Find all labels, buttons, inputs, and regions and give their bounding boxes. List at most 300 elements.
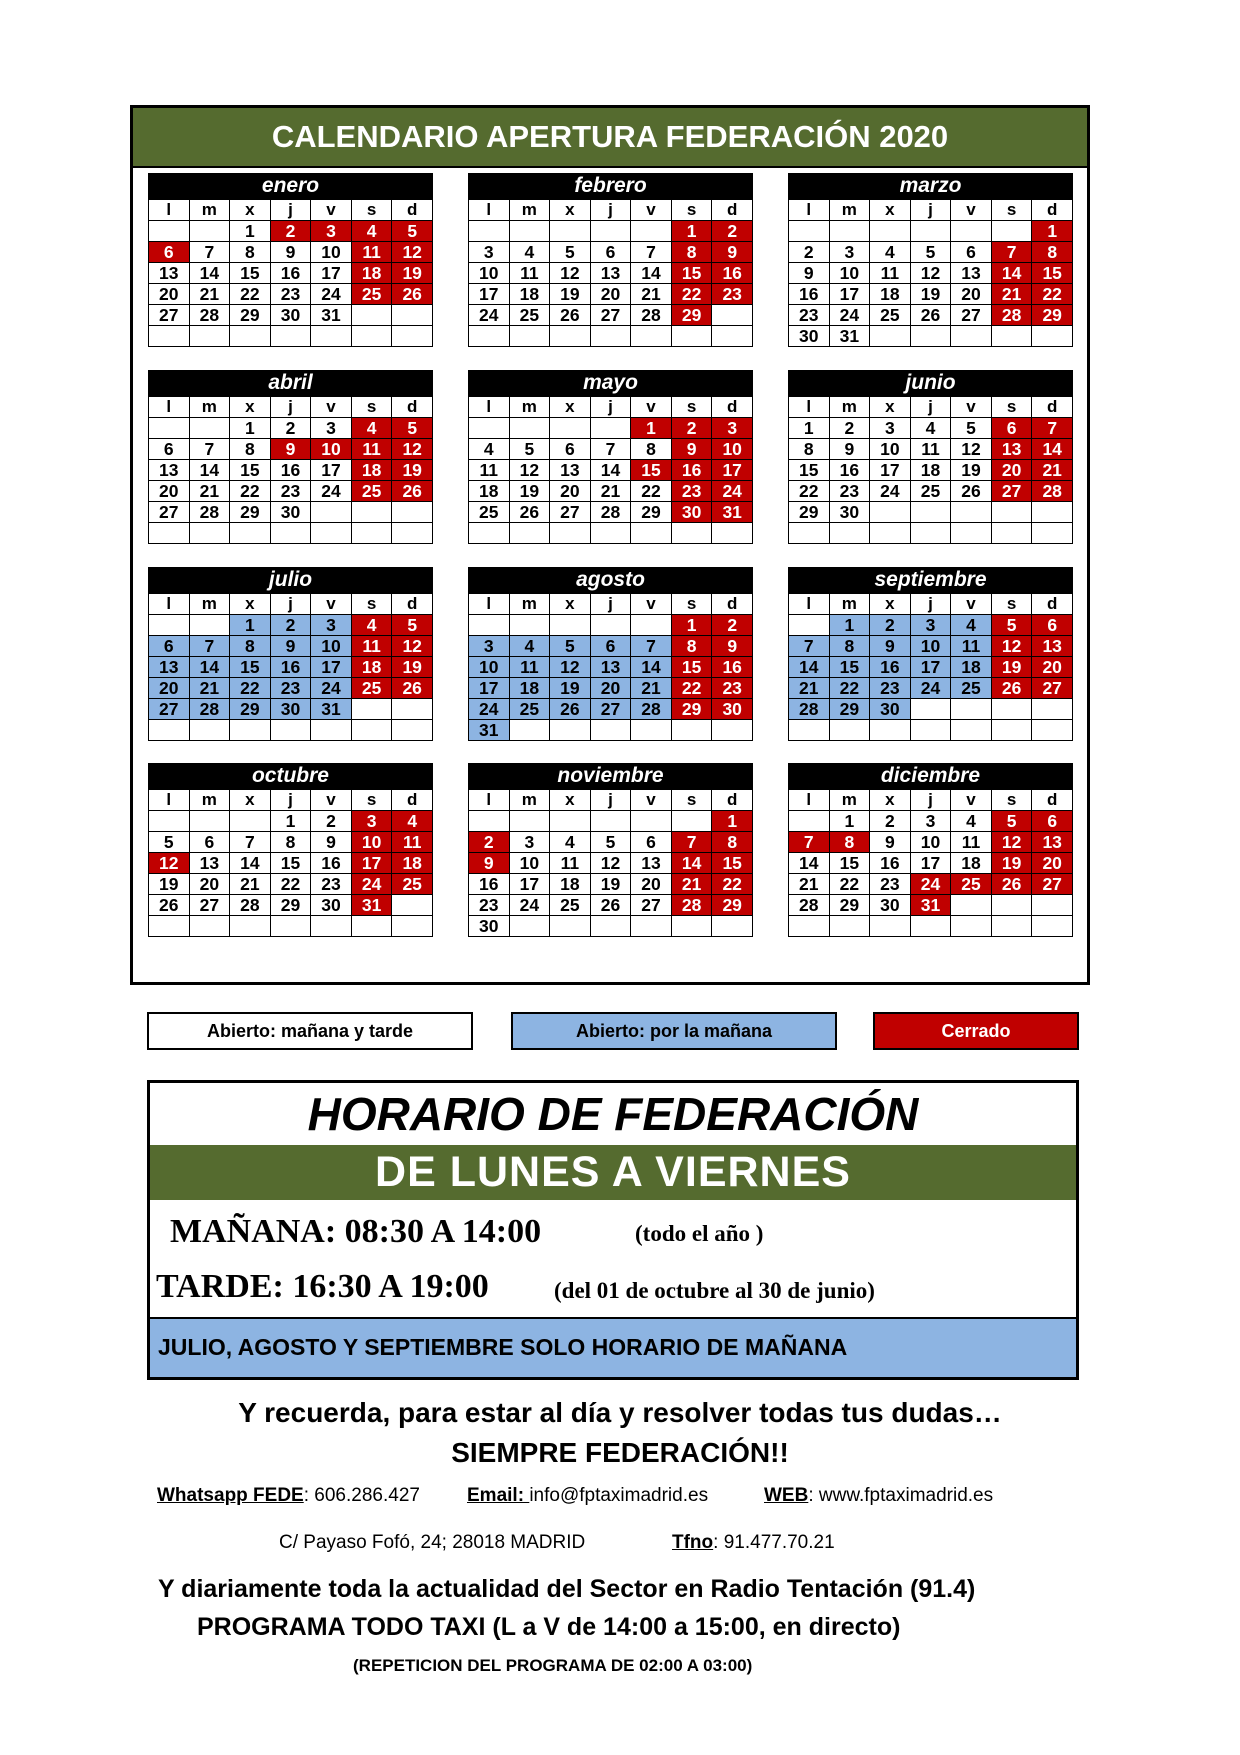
day-cell: 11 — [951, 636, 992, 657]
day-cell: 4 — [951, 811, 992, 832]
empty-cell — [991, 916, 1032, 937]
weekday-header: s — [991, 397, 1032, 418]
empty-cell — [631, 615, 672, 636]
day-cell: 22 — [789, 481, 830, 502]
day-cell: 30 — [270, 502, 311, 523]
day-cell: 27 — [189, 895, 230, 916]
day-cell: 28 — [789, 895, 830, 916]
day-cell: 14 — [189, 263, 230, 284]
empty-cell — [1032, 916, 1073, 937]
day-cell: 15 — [230, 460, 271, 481]
empty-cell — [870, 221, 911, 242]
empty-cell — [550, 720, 591, 741]
day-cell: 9 — [712, 242, 753, 263]
day-cell: 30 — [671, 502, 712, 523]
empty-cell — [870, 523, 911, 544]
empty-cell — [829, 720, 870, 741]
month-grid — [788, 396, 1073, 544]
month-julio — [148, 567, 433, 741]
empty-cell — [469, 221, 510, 242]
weekday-header: x — [550, 200, 591, 221]
legend-closed-label: Cerrado — [941, 1021, 1011, 1041]
day-cell: 1 — [829, 811, 870, 832]
day-cell: 5 — [550, 636, 591, 657]
empty-cell — [829, 916, 870, 937]
day-cell: 13 — [991, 439, 1032, 460]
weekday-header: m — [189, 594, 230, 615]
day-cell: 9 — [789, 263, 830, 284]
day-cell: 26 — [392, 678, 433, 699]
day-cell: 18 — [509, 678, 550, 699]
horario-title: HORARIO DE FEDERACIÓN — [307, 1088, 919, 1140]
empty-cell — [509, 811, 550, 832]
day-cell: 6 — [631, 832, 672, 853]
day-cell: 21 — [189, 678, 230, 699]
day-cell: 11 — [910, 439, 951, 460]
day-cell: 26 — [149, 895, 190, 916]
day-cell: 10 — [311, 242, 352, 263]
day-cell: 25 — [509, 305, 550, 326]
calendar-frame — [130, 105, 1090, 985]
day-cell: 26 — [509, 502, 550, 523]
day-cell: 23 — [671, 481, 712, 502]
day-cell: 14 — [590, 460, 631, 481]
day-cell: 21 — [671, 874, 712, 895]
email-label: Email: — [467, 1485, 530, 1506]
empty-cell — [351, 523, 392, 544]
day-cell: 24 — [910, 874, 951, 895]
empty-cell — [671, 916, 712, 937]
phone-contact — [672, 1532, 835, 1554]
day-cell: 19 — [149, 874, 190, 895]
email-value[interactable]: info@fptaximadrid.es — [529, 1485, 709, 1506]
month-name: octubre — [148, 763, 433, 789]
weekday-header: x — [230, 790, 271, 811]
weekday-header: l — [789, 790, 830, 811]
month-mayo — [468, 370, 753, 544]
day-cell: 17 — [351, 853, 392, 874]
day-cell: 3 — [712, 418, 753, 439]
web-value[interactable]: : www.fptaximadrid.es — [808, 1485, 994, 1506]
weekday-header: l — [149, 790, 190, 811]
day-cell: 7 — [991, 242, 1032, 263]
empty-cell — [270, 326, 311, 347]
day-cell: 3 — [311, 615, 352, 636]
empty-cell — [789, 916, 830, 937]
month-noviembre — [468, 763, 753, 937]
day-cell: 21 — [230, 874, 271, 895]
day-cell: 29 — [829, 895, 870, 916]
empty-cell — [789, 523, 830, 544]
day-cell: 20 — [951, 284, 992, 305]
weekday-header: x — [870, 397, 911, 418]
weekday-header: j — [590, 397, 631, 418]
day-cell: 19 — [392, 460, 433, 481]
weekday-header: v — [951, 594, 992, 615]
day-cell: 26 — [991, 874, 1032, 895]
weekday-header: v — [951, 397, 992, 418]
day-cell: 11 — [469, 460, 510, 481]
day-cell: 5 — [392, 615, 433, 636]
month-grid — [788, 789, 1073, 937]
day-cell: 1 — [712, 811, 753, 832]
weekday-header: d — [392, 594, 433, 615]
radio-repeat: (REPETICION DEL PROGRAMA DE 02:00 A 03:00) — [353, 1656, 753, 1675]
empty-cell — [712, 916, 753, 937]
month-name: agosto — [468, 567, 753, 593]
day-cell: 4 — [951, 615, 992, 636]
day-cell: 18 — [951, 657, 992, 678]
day-cell: 14 — [631, 657, 672, 678]
empty-cell — [509, 615, 550, 636]
day-cell: 14 — [991, 263, 1032, 284]
day-cell: 13 — [149, 460, 190, 481]
day-cell: 16 — [712, 263, 753, 284]
weekday-header: v — [311, 200, 352, 221]
legend-morning — [511, 1012, 837, 1050]
weekday-header: v — [951, 790, 992, 811]
weekday-header: s — [351, 790, 392, 811]
weekday-header: m — [829, 397, 870, 418]
weekday-header: j — [270, 200, 311, 221]
day-cell: 16 — [789, 284, 830, 305]
day-cell: 26 — [991, 678, 1032, 699]
empty-cell — [469, 523, 510, 544]
empty-cell — [550, 916, 591, 937]
day-cell: 18 — [392, 853, 433, 874]
day-cell: 22 — [1032, 284, 1073, 305]
empty-cell — [991, 326, 1032, 347]
weekday-header: v — [951, 200, 992, 221]
weekday-header: d — [1032, 200, 1073, 221]
month-grid — [468, 789, 753, 937]
day-cell: 21 — [789, 874, 830, 895]
whatsapp-value: : 606.286.427 — [303, 1485, 420, 1506]
day-cell: 2 — [671, 418, 712, 439]
weekday-header: m — [189, 790, 230, 811]
day-cell: 19 — [392, 263, 433, 284]
day-cell: 28 — [789, 699, 830, 720]
day-cell: 5 — [991, 615, 1032, 636]
day-cell: 5 — [590, 832, 631, 853]
day-cell: 15 — [829, 853, 870, 874]
day-cell: 17 — [910, 657, 951, 678]
day-cell: 28 — [1032, 481, 1073, 502]
day-cell: 16 — [270, 657, 311, 678]
day-cell: 4 — [910, 418, 951, 439]
day-cell: 1 — [230, 221, 271, 242]
manana-note: (todo el año ) — [635, 1221, 764, 1246]
empty-cell — [951, 916, 992, 937]
day-cell: 21 — [1032, 460, 1073, 481]
weekday-header: d — [1032, 397, 1073, 418]
weekday-header: s — [351, 200, 392, 221]
day-cell: 29 — [230, 699, 271, 720]
empty-cell — [509, 523, 550, 544]
empty-cell — [270, 720, 311, 741]
day-cell: 10 — [469, 657, 510, 678]
weekday-header: d — [392, 200, 433, 221]
day-cell: 21 — [789, 678, 830, 699]
day-cell: 31 — [311, 305, 352, 326]
empty-cell — [351, 305, 392, 326]
weekday-header: m — [189, 397, 230, 418]
empty-cell — [991, 895, 1032, 916]
day-cell: 6 — [1032, 811, 1073, 832]
empty-cell — [149, 615, 190, 636]
weekday-header: j — [270, 790, 311, 811]
month-grid — [788, 199, 1073, 347]
day-cell: 14 — [1032, 439, 1073, 460]
day-cell: 17 — [910, 853, 951, 874]
slogan-line2: SIEMPRE FEDERACIÓN!! — [451, 1437, 789, 1468]
month-name: marzo — [788, 173, 1073, 199]
empty-cell — [392, 326, 433, 347]
day-cell: 6 — [951, 242, 992, 263]
day-cell: 9 — [829, 439, 870, 460]
day-cell: 21 — [631, 284, 672, 305]
weekday-header: m — [509, 790, 550, 811]
empty-cell — [590, 221, 631, 242]
day-cell: 6 — [550, 439, 591, 460]
day-cell: 5 — [149, 832, 190, 853]
empty-cell — [550, 418, 591, 439]
day-cell: 30 — [712, 699, 753, 720]
month-grid — [148, 199, 433, 347]
empty-cell — [149, 916, 190, 937]
month-grid — [468, 199, 753, 347]
empty-cell — [509, 326, 550, 347]
day-cell: 8 — [712, 832, 753, 853]
empty-cell — [590, 326, 631, 347]
day-cell: 11 — [951, 832, 992, 853]
day-cell: 20 — [1032, 853, 1073, 874]
day-cell: 15 — [671, 263, 712, 284]
weekday-header: l — [469, 790, 510, 811]
day-cell: 29 — [631, 502, 672, 523]
weekday-header: v — [311, 397, 352, 418]
day-cell: 22 — [829, 678, 870, 699]
empty-cell — [671, 523, 712, 544]
day-cell: 12 — [951, 439, 992, 460]
day-cell: 16 — [870, 853, 911, 874]
day-cell: 1 — [270, 811, 311, 832]
day-cell: 28 — [631, 305, 672, 326]
day-cell: 29 — [230, 502, 271, 523]
weekday-header: l — [469, 397, 510, 418]
month-name: diciembre — [788, 763, 1073, 789]
day-cell: 5 — [910, 242, 951, 263]
day-cell: 25 — [951, 678, 992, 699]
day-cell: 27 — [149, 305, 190, 326]
day-cell: 27 — [590, 699, 631, 720]
day-cell: 25 — [951, 874, 992, 895]
weekday-header: d — [392, 397, 433, 418]
day-cell: 2 — [870, 811, 911, 832]
day-cell: 24 — [910, 678, 951, 699]
day-cell: 6 — [189, 832, 230, 853]
radio-line1 — [158, 1575, 975, 1604]
weekday-header: l — [789, 397, 830, 418]
empty-cell — [951, 720, 992, 741]
weekday-header: v — [311, 790, 352, 811]
radio-program: PROGRAMA TODO TAXI (L a V de 14:00 a 15:00, en directo) — [197, 1613, 901, 1641]
weekday-header: l — [469, 594, 510, 615]
empty-cell — [789, 720, 830, 741]
day-cell: 12 — [392, 636, 433, 657]
day-cell: 25 — [509, 699, 550, 720]
day-cell: 7 — [789, 832, 830, 853]
empty-cell — [351, 326, 392, 347]
day-cell: 2 — [712, 221, 753, 242]
empty-cell — [392, 720, 433, 741]
empty-cell — [789, 221, 830, 242]
empty-cell — [509, 221, 550, 242]
empty-cell — [910, 523, 951, 544]
day-cell: 29 — [230, 305, 271, 326]
empty-cell — [951, 699, 992, 720]
empty-cell — [189, 418, 230, 439]
empty-cell — [469, 418, 510, 439]
day-cell: 1 — [829, 615, 870, 636]
empty-cell — [230, 916, 271, 937]
day-cell: 8 — [631, 439, 672, 460]
day-cell: 9 — [671, 439, 712, 460]
weekday-header: j — [910, 790, 951, 811]
day-cell: 29 — [671, 699, 712, 720]
weekday-header: l — [149, 200, 190, 221]
day-cell: 13 — [189, 853, 230, 874]
day-cell: 26 — [550, 305, 591, 326]
weekday-header: x — [230, 594, 271, 615]
day-cell: 2 — [270, 615, 311, 636]
legend-open-label: Abierto: mañana y tarde — [206, 1021, 414, 1041]
month-name: febrero — [468, 173, 753, 199]
day-cell: 5 — [392, 418, 433, 439]
day-cell: 20 — [550, 481, 591, 502]
weekday-header: s — [671, 200, 712, 221]
day-cell: 20 — [1032, 657, 1073, 678]
empty-cell — [910, 699, 951, 720]
day-cell: 3 — [829, 242, 870, 263]
day-cell: 6 — [590, 242, 631, 263]
day-cell: 12 — [509, 460, 550, 481]
empty-cell — [189, 523, 230, 544]
day-cell: 12 — [590, 853, 631, 874]
day-cell: 12 — [550, 657, 591, 678]
month-enero — [148, 173, 433, 347]
weekday-header: m — [829, 200, 870, 221]
day-cell: 14 — [189, 460, 230, 481]
empty-cell — [671, 720, 712, 741]
day-cell: 17 — [469, 284, 510, 305]
day-cell: 3 — [910, 615, 951, 636]
day-cell: 10 — [509, 853, 550, 874]
day-cell: 16 — [671, 460, 712, 481]
day-cell: 3 — [469, 636, 510, 657]
weekday-header: j — [270, 594, 311, 615]
day-cell: 18 — [351, 460, 392, 481]
day-cell: 5 — [550, 242, 591, 263]
weekday-header: v — [631, 200, 672, 221]
day-cell: 27 — [951, 305, 992, 326]
day-cell: 19 — [910, 284, 951, 305]
day-cell: 1 — [631, 418, 672, 439]
day-cell: 28 — [631, 699, 672, 720]
month-name: junio — [788, 370, 1073, 396]
day-cell: 2 — [789, 242, 830, 263]
empty-cell — [829, 523, 870, 544]
empty-cell — [189, 326, 230, 347]
weekday-header: m — [189, 200, 230, 221]
empty-cell — [230, 523, 271, 544]
day-cell: 4 — [509, 636, 550, 657]
day-cell: 24 — [311, 678, 352, 699]
day-cell: 17 — [311, 263, 352, 284]
day-cell: 22 — [712, 874, 753, 895]
empty-cell — [590, 615, 631, 636]
month-name: enero — [148, 173, 433, 199]
day-cell: 7 — [1032, 418, 1073, 439]
weekday-header: v — [631, 790, 672, 811]
weekday-header: v — [631, 594, 672, 615]
day-cell: 24 — [469, 699, 510, 720]
day-cell: 26 — [392, 284, 433, 305]
day-cell: 10 — [829, 263, 870, 284]
day-cell: 1 — [789, 418, 830, 439]
day-cell: 7 — [590, 439, 631, 460]
weekday-header: m — [829, 594, 870, 615]
month-name: mayo — [468, 370, 753, 396]
day-cell: 8 — [789, 439, 830, 460]
weekday-header: m — [509, 397, 550, 418]
month-septiembre — [788, 567, 1073, 741]
month-grid — [148, 593, 433, 741]
day-cell: 18 — [509, 284, 550, 305]
day-cell: 20 — [991, 460, 1032, 481]
day-cell: 28 — [189, 699, 230, 720]
day-cell: 8 — [230, 439, 271, 460]
day-cell: 14 — [789, 657, 830, 678]
day-cell: 14 — [189, 657, 230, 678]
weekday-header: s — [351, 397, 392, 418]
day-cell: 7 — [631, 242, 672, 263]
day-cell: 3 — [351, 811, 392, 832]
day-cell: 3 — [870, 418, 911, 439]
day-cell: 19 — [509, 481, 550, 502]
month-abril — [148, 370, 433, 544]
empty-cell — [469, 811, 510, 832]
empty-cell — [631, 523, 672, 544]
empty-cell — [991, 523, 1032, 544]
empty-cell — [991, 502, 1032, 523]
day-cell: 1 — [671, 221, 712, 242]
empty-cell — [870, 326, 911, 347]
empty-cell — [590, 811, 631, 832]
day-cell: 30 — [870, 699, 911, 720]
day-cell: 11 — [870, 263, 911, 284]
weekday-header: d — [712, 397, 753, 418]
day-cell: 28 — [230, 895, 271, 916]
empty-cell — [351, 720, 392, 741]
weekday-header: x — [870, 790, 911, 811]
day-cell: 15 — [712, 853, 753, 874]
calendar-title: CALENDARIO APERTURA FEDERACIÓN 2020 — [133, 108, 1087, 168]
empty-cell — [870, 720, 911, 741]
day-cell: 11 — [351, 439, 392, 460]
day-cell: 13 — [149, 657, 190, 678]
day-cell: 9 — [469, 853, 510, 874]
